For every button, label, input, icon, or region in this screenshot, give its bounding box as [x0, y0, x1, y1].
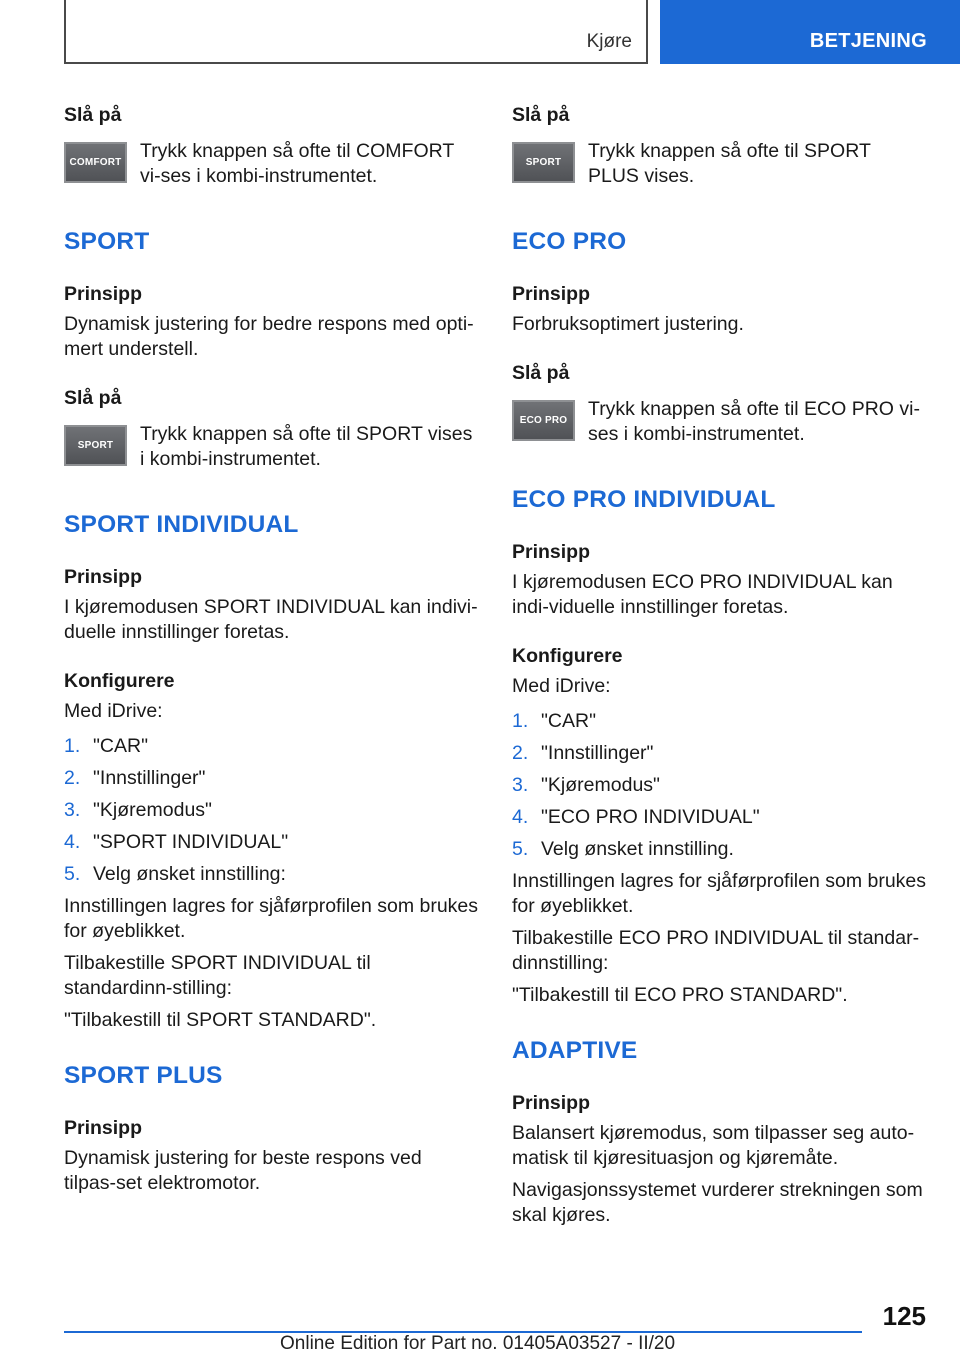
sport-individual-reset-cmd: "Tilbakestill til SPORT STANDARD".	[64, 1009, 377, 1031]
sport-button-image	[64, 425, 127, 466]
sport-plus-principle-heading: Prinsipp	[64, 1117, 143, 1139]
footer-edition: Online Edition for Part no. 01405A03527 - II/20	[280, 1333, 676, 1354]
sport-plus-section	[64, 1061, 478, 1196]
eco-pro-individual-reset-cmd: "Tilbakestill til ECO PRO STANDARD".	[512, 984, 848, 1006]
sport-title: SPORT	[64, 228, 150, 255]
sport-plus-button-image	[512, 142, 575, 183]
sport-plus-title: SPORT PLUS	[64, 1062, 223, 1089]
eco-pro-individual-principle-text: I kjøremodusen ECO PRO INDIVIDUAL kan indi-viduelle innstillinger foretas.	[512, 571, 893, 618]
header-chapter-label: BETJENING	[809, 30, 927, 52]
sport-on-text: Trykk knappen så ofte til SPORT vises i kombi-instrumentet.	[140, 423, 473, 470]
sport-individual-configure-heading: Konfigurere	[64, 670, 175, 692]
sport-individual-reset-text: Tilbakestille SPORT INDIVIDUAL til standardinn-stilling:	[64, 952, 371, 999]
sport-on-heading: Slå på	[64, 387, 122, 409]
eco-pro-individual-section	[512, 485, 926, 1008]
eco-pro-button-image	[512, 400, 575, 441]
eco-pro-individual-configure-intro: Med iDrive:	[512, 675, 611, 697]
sport-individual-saved-text: Innstillingen lagres for sjåførprofilen som brukes for øyeblikket.	[64, 895, 479, 942]
sport-plus-on-block	[512, 100, 926, 189]
list-item: 4. "SPORT INDIVIDUAL"	[64, 831, 289, 853]
adaptive-principle-text: Balansert kjøremodus, som tilpasser seg auto-matisk til kjøresituasjon og kjøremåte.	[512, 1122, 915, 1169]
sport-individual-title: SPORT INDIVIDUAL	[64, 511, 299, 538]
sport-section	[64, 227, 478, 472]
sport-individual-principle-text: I kjøremodusen SPORT INDIVIDUAL kan indivi-duelle innstillinger foretas.	[64, 596, 478, 643]
list-item: 3. "Kjøremodus"	[512, 774, 660, 796]
adaptive-principle-heading: Prinsipp	[512, 1092, 591, 1114]
list-item: 1. "CAR"	[64, 735, 149, 757]
sport-button-label: SPORT	[77, 440, 114, 451]
list-item: 2. "Innstillinger"	[512, 742, 654, 764]
sport-plus-on-text: Trykk knappen så ofte til SPORT PLUS vises.	[588, 140, 871, 187]
right-column	[512, 100, 926, 1228]
eco-pro-individual-title: ECO PRO INDIVIDUAL	[512, 486, 776, 513]
eco-pro-section	[512, 227, 926, 447]
page-number: 125	[882, 1301, 926, 1331]
sport-plus-on-heading: Slå på	[512, 104, 570, 126]
eco-pro-individual-configure-heading: Konfigurere	[512, 645, 623, 667]
eco-pro-principle-heading: Prinsipp	[512, 283, 591, 305]
header-section-box	[64, 0, 648, 64]
comfort-button-label: COMFORT	[69, 157, 122, 168]
list-item: 5. Velg ønsket innstilling.	[512, 838, 734, 860]
list-item: 5. Velg ønsket innstilling:	[64, 863, 286, 885]
header-section-title: Kjøre	[586, 31, 632, 52]
eco-pro-button-label: ECO PRO	[519, 415, 568, 426]
comfort-button-image	[64, 142, 127, 183]
eco-pro-individual-saved-text: Innstillingen lagres for sjåførprofilen som brukes for øyeblikket.	[512, 870, 927, 917]
eco-pro-principle-text: Forbruksoptimert justering.	[512, 313, 744, 335]
comfort-on-block	[64, 100, 478, 189]
sport-plus-principle-text: Dynamisk justering for beste respons ved tilpas-set elektromotor.	[64, 1147, 422, 1194]
sport-individual-configure-intro: Med iDrive:	[64, 700, 163, 722]
sport-principle-heading: Prinsipp	[64, 283, 143, 305]
sport-individual-section	[64, 510, 478, 1033]
eco-pro-on-heading: Slå på	[512, 362, 570, 384]
eco-pro-individual-principle-heading: Prinsipp	[512, 541, 591, 563]
left-column	[64, 100, 478, 1196]
eco-pro-title: ECO PRO	[512, 228, 627, 255]
list-item: 4. "ECO PRO INDIVIDUAL"	[512, 806, 760, 828]
eco-pro-individual-steps	[512, 709, 926, 862]
header-chapter-tab	[660, 0, 960, 64]
sport-plus-button-label: SPORT	[525, 157, 562, 168]
eco-pro-on-text: Trykk knappen så ofte til ECO PRO vi-ses i kombi-instrumentet.	[588, 398, 920, 445]
adaptive-title: ADAPTIVE	[512, 1037, 638, 1064]
comfort-on-text: Trykk knappen så ofte til COMFORT vi-ses i kombi-instrumentet.	[140, 140, 454, 187]
sport-principle-text: Dynamisk justering for bedre respons med opti-mert understell.	[64, 313, 474, 360]
sport-individual-steps	[64, 734, 478, 887]
list-item: 2. "Innstillinger"	[64, 767, 206, 789]
comfort-on-heading: Slå på	[64, 104, 122, 126]
adaptive-section	[512, 1036, 926, 1228]
eco-pro-individual-reset-text: Tilbakestille ECO PRO INDIVIDUAL til standar-dinnstilling:	[512, 927, 920, 974]
list-item: 3. "Kjøremodus"	[64, 799, 212, 821]
list-item: 1. "CAR"	[512, 710, 597, 732]
adaptive-nav-text: Navigasjonssystemet vurderer strekningen som skal kjøres.	[512, 1179, 923, 1226]
sport-individual-principle-heading: Prinsipp	[64, 566, 143, 588]
